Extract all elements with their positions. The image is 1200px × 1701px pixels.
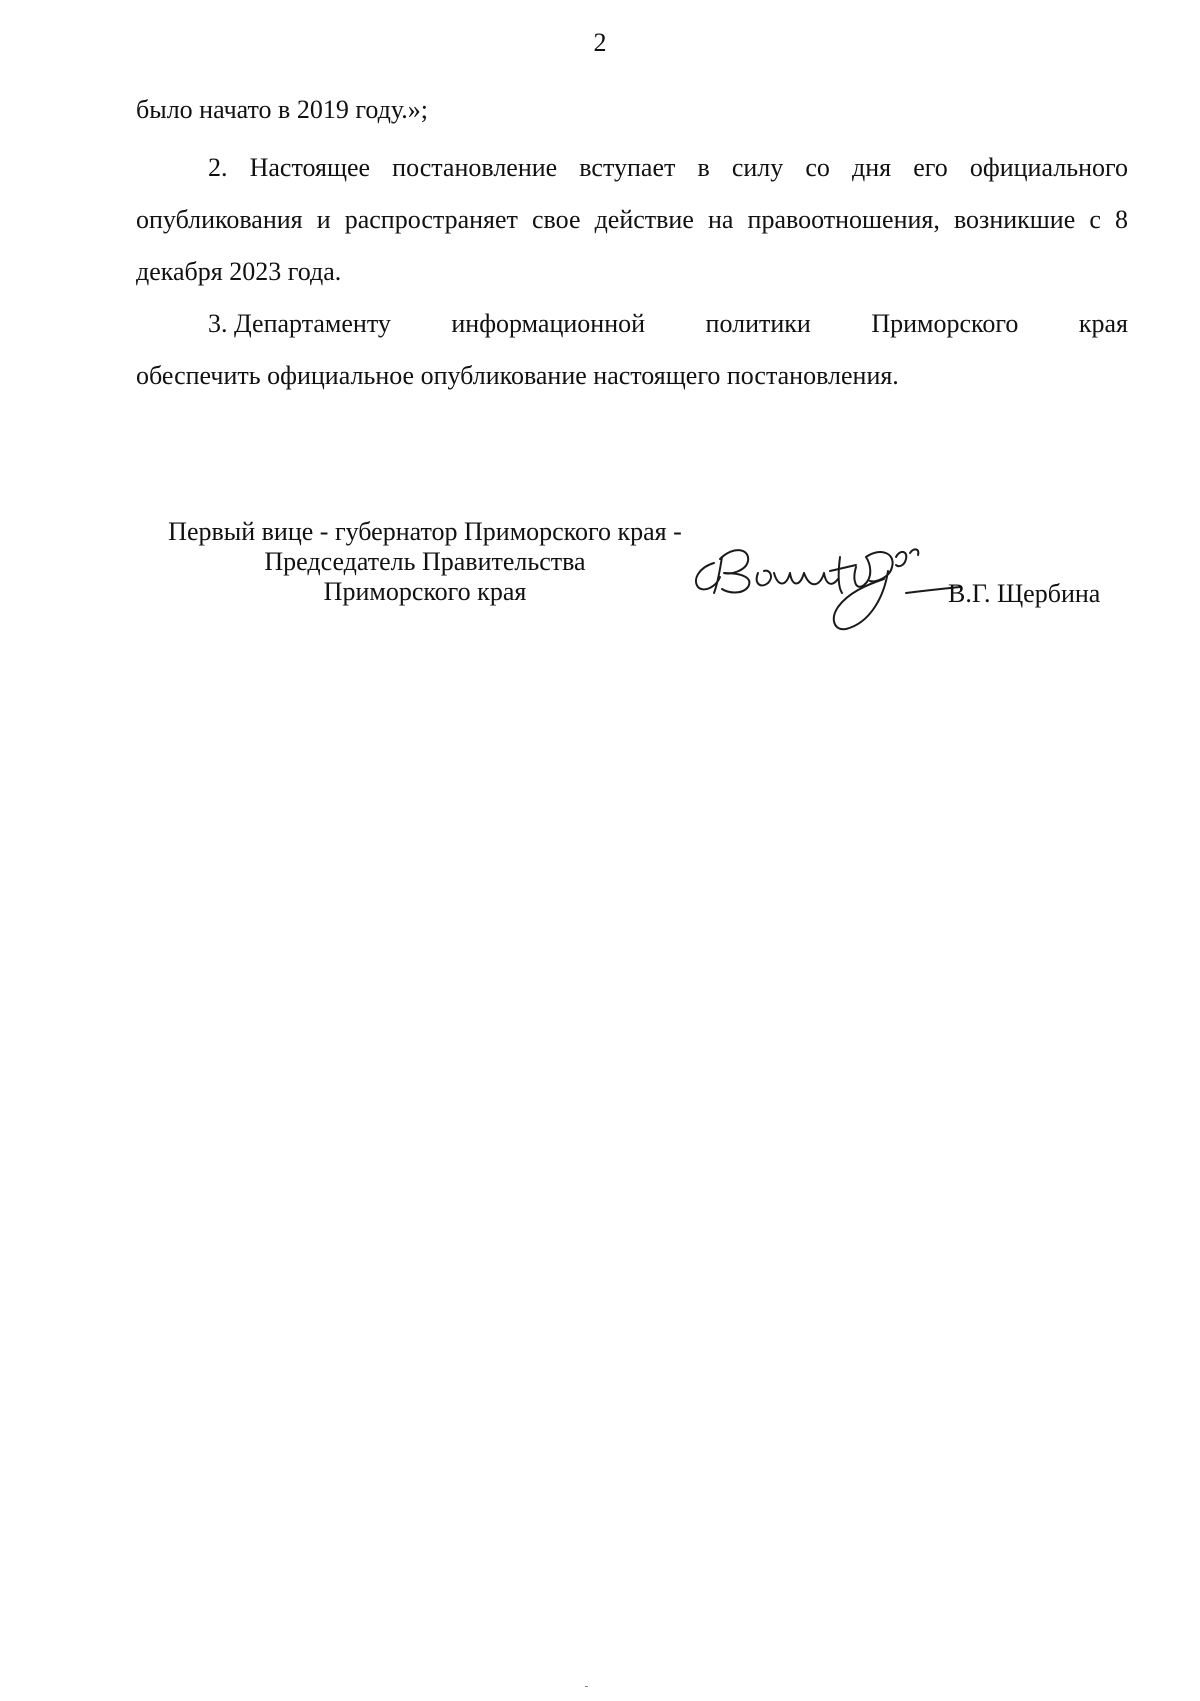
signatory-title bbox=[130, 517, 720, 607]
page-number: 2 bbox=[593, 28, 607, 57]
signatory-name: В.Г. Щербина bbox=[948, 579, 1101, 608]
signatory-title-line-1: Первый вице - губернатор Приморского края - bbox=[168, 517, 682, 546]
paragraph-3-word: края bbox=[1078, 309, 1128, 338]
paragraph-3 bbox=[136, 298, 1128, 402]
paragraph-3-word: информационной bbox=[451, 309, 646, 338]
scan-speck bbox=[585, 1686, 588, 1687]
paragraph-2: 2. Настоящее постановление вступает в силу со дня его официального опубликования и распространяет свое действие на правоотношения, возникшие с 8 декабря 2023 года. bbox=[136, 153, 1128, 286]
paragraph-continuation: было начато в 2019 году.»; bbox=[136, 95, 428, 124]
paragraph-3-line-1 bbox=[136, 298, 1128, 350]
paragraph-3-word: политики bbox=[705, 309, 811, 338]
document-body bbox=[136, 84, 1128, 402]
signatory-title-line-3: Приморского края bbox=[323, 577, 527, 606]
paragraph-3-word: Приморского bbox=[871, 309, 1019, 338]
paragraph-3-word: 3. Департаменту bbox=[208, 309, 391, 338]
paragraph-3-line-2: обеспечить официальное опубликование настоящего постановления. bbox=[136, 361, 899, 390]
signatory-title-line-2: Председатель Правительства bbox=[264, 547, 586, 576]
signature-block bbox=[130, 517, 1130, 647]
